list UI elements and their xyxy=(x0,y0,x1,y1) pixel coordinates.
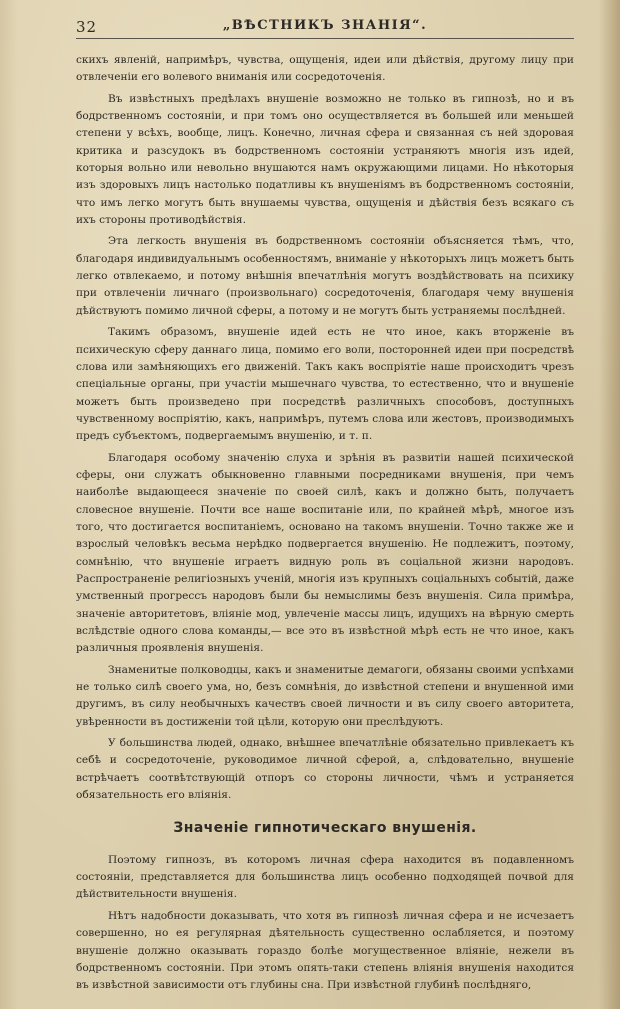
paragraph-6: Знаменитые полководцы, какъ и знаменитые демагоги, обязаны своими успѣхами не только силѣ своего ума, но, безъ сомнѣнія, до извѣстной степени и внушенной ими другимъ, въ силу необычныхъ качествъ своей личности и въ силу своего авторитета, увѣренности въ достиженіи той цѣли, которую они преслѣдуютъ. xyxy=(76,663,574,728)
paragraph-8: Поэтому гипнозъ, въ которомъ личная сфера находится въ подавленномъ состояніи, представляется для большинства лицъ особенно подходящей почвой для дѣйствительности внушенія. xyxy=(76,853,574,901)
page-edge-shadow xyxy=(598,0,620,1009)
page-number: 32 xyxy=(76,18,98,36)
paragraph-5: Благодаря особому значенію слуха и зрѣнія въ развитіи нашей психической сферы, они служатъ обыкновенно главными посредниками внушенія, при чемъ наиболѣе выдающееся значеніе по своей силѣ, какъ и должно быть, получаетъ словесное внушеніе. Почти все наше воспитаніе или, по крайней мѣрѣ, многое изъ того, что достигается воспитаніемъ, основано на такомъ внушеніи. Точно также же и взрослый человѣкъ весьма нерѣдко подвергается внушенію. Не подлежитъ, поэтому, сомнѣнію, что внушеніе играетъ видную роль въ соціальной жизни народовъ. Распространеніе религіозныхъ ученій, многія изъ крупныхъ соціальныхъ событій, даже умственный прогрессъ народовъ были бы немыслимы безъ внушенія. Сила примѣра, значеніе авторитетовъ, вліяніе мод, увлеченіе массы лицъ, идущихъ на вѣрную смерть вслѣдствіе одного слова команды,— все это въ извѣстной мѣрѣ есть не что иное, какъ различныя проявленія внушенія. xyxy=(76,451,574,655)
paragraph-9: Нѣтъ надобности доказывать, что хотя въ гипнозѣ личная сфера и не исчезаетъ совершенно, но ея регулярная дѣятельность существенно ослабляется, и поэтому внушеніе должно оказывать гораздо болѣе могущественное вліяніе, нежели въ бодрственномъ состояніи. При этомъ опять-таки степень вліянія внушенія находится въ извѣстной зависимости отъ глубины сна. При извѣстной глубинѣ послѣдняго, xyxy=(76,909,574,992)
paragraph-7: У большинства людей, однако, внѣшнее впечатлѣніе обязательно привлекаетъ къ себѣ и сосредоточеніе, руководимое личной сферой, а, слѣдовательно, внушеніе встрѣчаетъ соотвѣтствующій отпоръ со стороны личности, чѣмъ и устраняется обязательность его вліянія. xyxy=(76,737,574,802)
article-body xyxy=(76,52,574,999)
running-title: „ВѢСТНИКЪ ЗНАНІЯ“. xyxy=(222,18,428,33)
page-header xyxy=(76,18,574,39)
section-heading: Значеніе гипнотическаго внушенія. xyxy=(173,820,477,837)
paragraph-3: Эта легкость внушенія въ бодрственномъ состояніи объясняется тѣмъ, что, благодаря индивидуальнымъ особенностямъ, вниманіе у нѣкоторыхъ лицъ можетъ быть легко отвлекаемо, и потому внѣшнія впечатлѣнія могутъ воздѣйствовать на психику при отвлеченіи личнаго (произвольнаго) сосредоточенія, благодаря чему внушенія дѣйствуютъ помимо личной сферы, а потому и не могутъ быть устраняемы послѣдней. xyxy=(76,235,574,317)
paragraph-4: Такимъ образомъ, внушеніе идей есть не что иное, какъ вторженіе въ психическую сферу даннаго лица, помимо его воли, посторонней идеи при посредствѣ слова или замѣняющихъ его движеній. Такъ какъ воспріятіе наше происходитъ чрезъ спеціальные органы, при участіи мышечнаго чувства, то естественно, что и внушеніе можетъ быть произведено при посредствѣ различныхъ способовъ, доступныхъ чувственному воспріятію, какъ, напримѣръ, путемъ слова или жестовъ, производимыхъ предъ субъектомъ, подвергаемымъ внушенію, и т. п. xyxy=(76,326,574,443)
paragraph-1: скихъ явленій, напримѣръ, чувства, ощущенія, идеи или дѣйствія, другому лицу при отвлеченіи его волевого вниманія или сосредоточенія. xyxy=(76,54,574,84)
paragraph-2: Въ извѣстныхъ предѣлахъ внушеніе возможно не только въ гипнозѣ, но и въ бодрственномъ состояніи, и при томъ оно осуществляется въ большей или меньшей степени у всѣхъ, вообще, лицъ. Конечно, личная сфера и связанная съ ней здоровая критика и разсудокъ въ бодрственномъ состояніи устраняютъ многія изъ идей, которыя вольно или невольно внушаются намъ окружающими лицами. Но нѣкоторыя изъ здоровыхъ лицъ настолько податливы къ внушеніямъ въ бодрственномъ состояніи, что имъ легко могутъ быть внушаемы чувства, ощущенія и дѣйствія безъ всякаго съ ихъ стороны противодѣйствія. xyxy=(76,92,574,227)
